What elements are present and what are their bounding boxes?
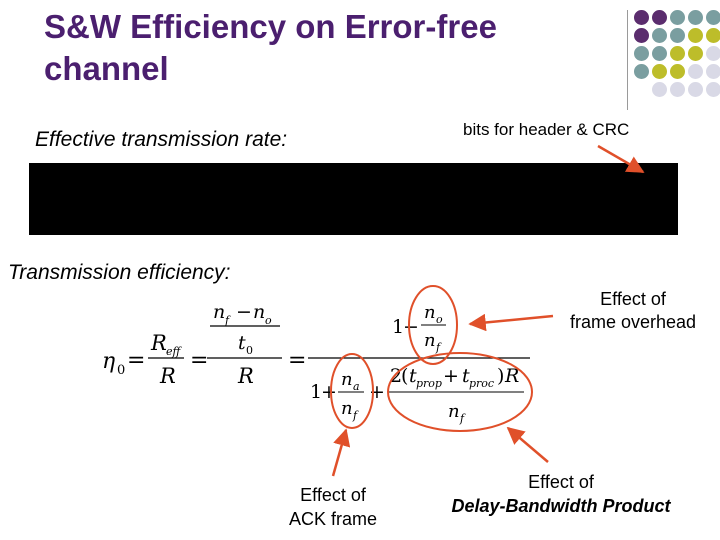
- plus-3: +: [443, 365, 459, 387]
- title-line-2: channel: [44, 50, 169, 87]
- dbp-line-2: Delay-Bandwidth Product: [451, 496, 671, 516]
- dbp-nf-n: n: [448, 401, 460, 422]
- dbp-arrow: [508, 428, 548, 462]
- dbp-nf-sub: f: [460, 412, 465, 425]
- ack-nf-n: n: [341, 398, 353, 419]
- t0-sub: 0: [246, 344, 253, 357]
- title-line-1: S&W Efficiency on Error-free: [44, 8, 497, 45]
- ack-nf-sub: f: [353, 409, 358, 422]
- close-paren: ): [497, 365, 505, 387]
- frame-overhead-arrow: [470, 316, 553, 324]
- one-denominator: 1: [310, 381, 323, 403]
- no-sub: o: [265, 314, 272, 327]
- eta-symbol: η: [102, 349, 116, 374]
- header-crc-note: bits for header & CRC: [463, 120, 630, 139]
- t-proc-t: t: [462, 365, 470, 387]
- header-note-arrow: [598, 146, 643, 172]
- minus-2: −: [403, 316, 419, 338]
- t-prop-t: t: [409, 365, 417, 387]
- no-n: n: [253, 301, 266, 323]
- nf-n: n: [213, 301, 226, 323]
- r-eff-subscript: eff: [166, 345, 181, 358]
- r-eff-symbol: R: [151, 331, 167, 355]
- one-numerator: 1: [392, 316, 405, 338]
- ack-na-n: n: [341, 369, 353, 390]
- ack-line-2: ACK frame: [288, 509, 378, 529]
- efficiency-label: Transmission efficiency:: [8, 261, 231, 284]
- open-paren: (: [401, 365, 409, 387]
- plus-2: +: [369, 381, 385, 403]
- ack-arrow: [333, 430, 346, 476]
- nf-sub: f: [225, 314, 230, 327]
- t0-t: t: [238, 332, 246, 354]
- t-proc-sub: proc: [469, 377, 495, 390]
- effective-rate-label: Effective transmission rate:: [35, 128, 288, 151]
- r-denominator-1: R: [160, 364, 176, 388]
- frame-overhead-line-2: frame overhead: [569, 312, 697, 332]
- r-denominator-2: R: [238, 364, 254, 388]
- overhead-nf-sub: f: [436, 341, 441, 354]
- ack-line-1: Effect of: [300, 485, 366, 505]
- eta-subscript: 0: [117, 363, 126, 378]
- ack-na-sub: a: [353, 380, 360, 393]
- overhead-no-n: n: [424, 302, 436, 323]
- t-prop-sub: prop: [416, 377, 442, 390]
- plus-1: +: [321, 381, 337, 403]
- equals-3: =: [288, 348, 307, 373]
- overhead-nf-n: n: [424, 330, 436, 351]
- equals-1: =: [127, 348, 146, 373]
- frame-overhead-line-1: Effect of: [600, 289, 666, 309]
- two-coefficient: 2: [390, 365, 403, 387]
- dbp-line-1: Effect of: [528, 472, 594, 492]
- r-dbp: R: [505, 365, 520, 387]
- equals-2: =: [190, 348, 209, 373]
- overhead-no-sub: o: [436, 313, 443, 326]
- minus-1: −: [236, 301, 252, 323]
